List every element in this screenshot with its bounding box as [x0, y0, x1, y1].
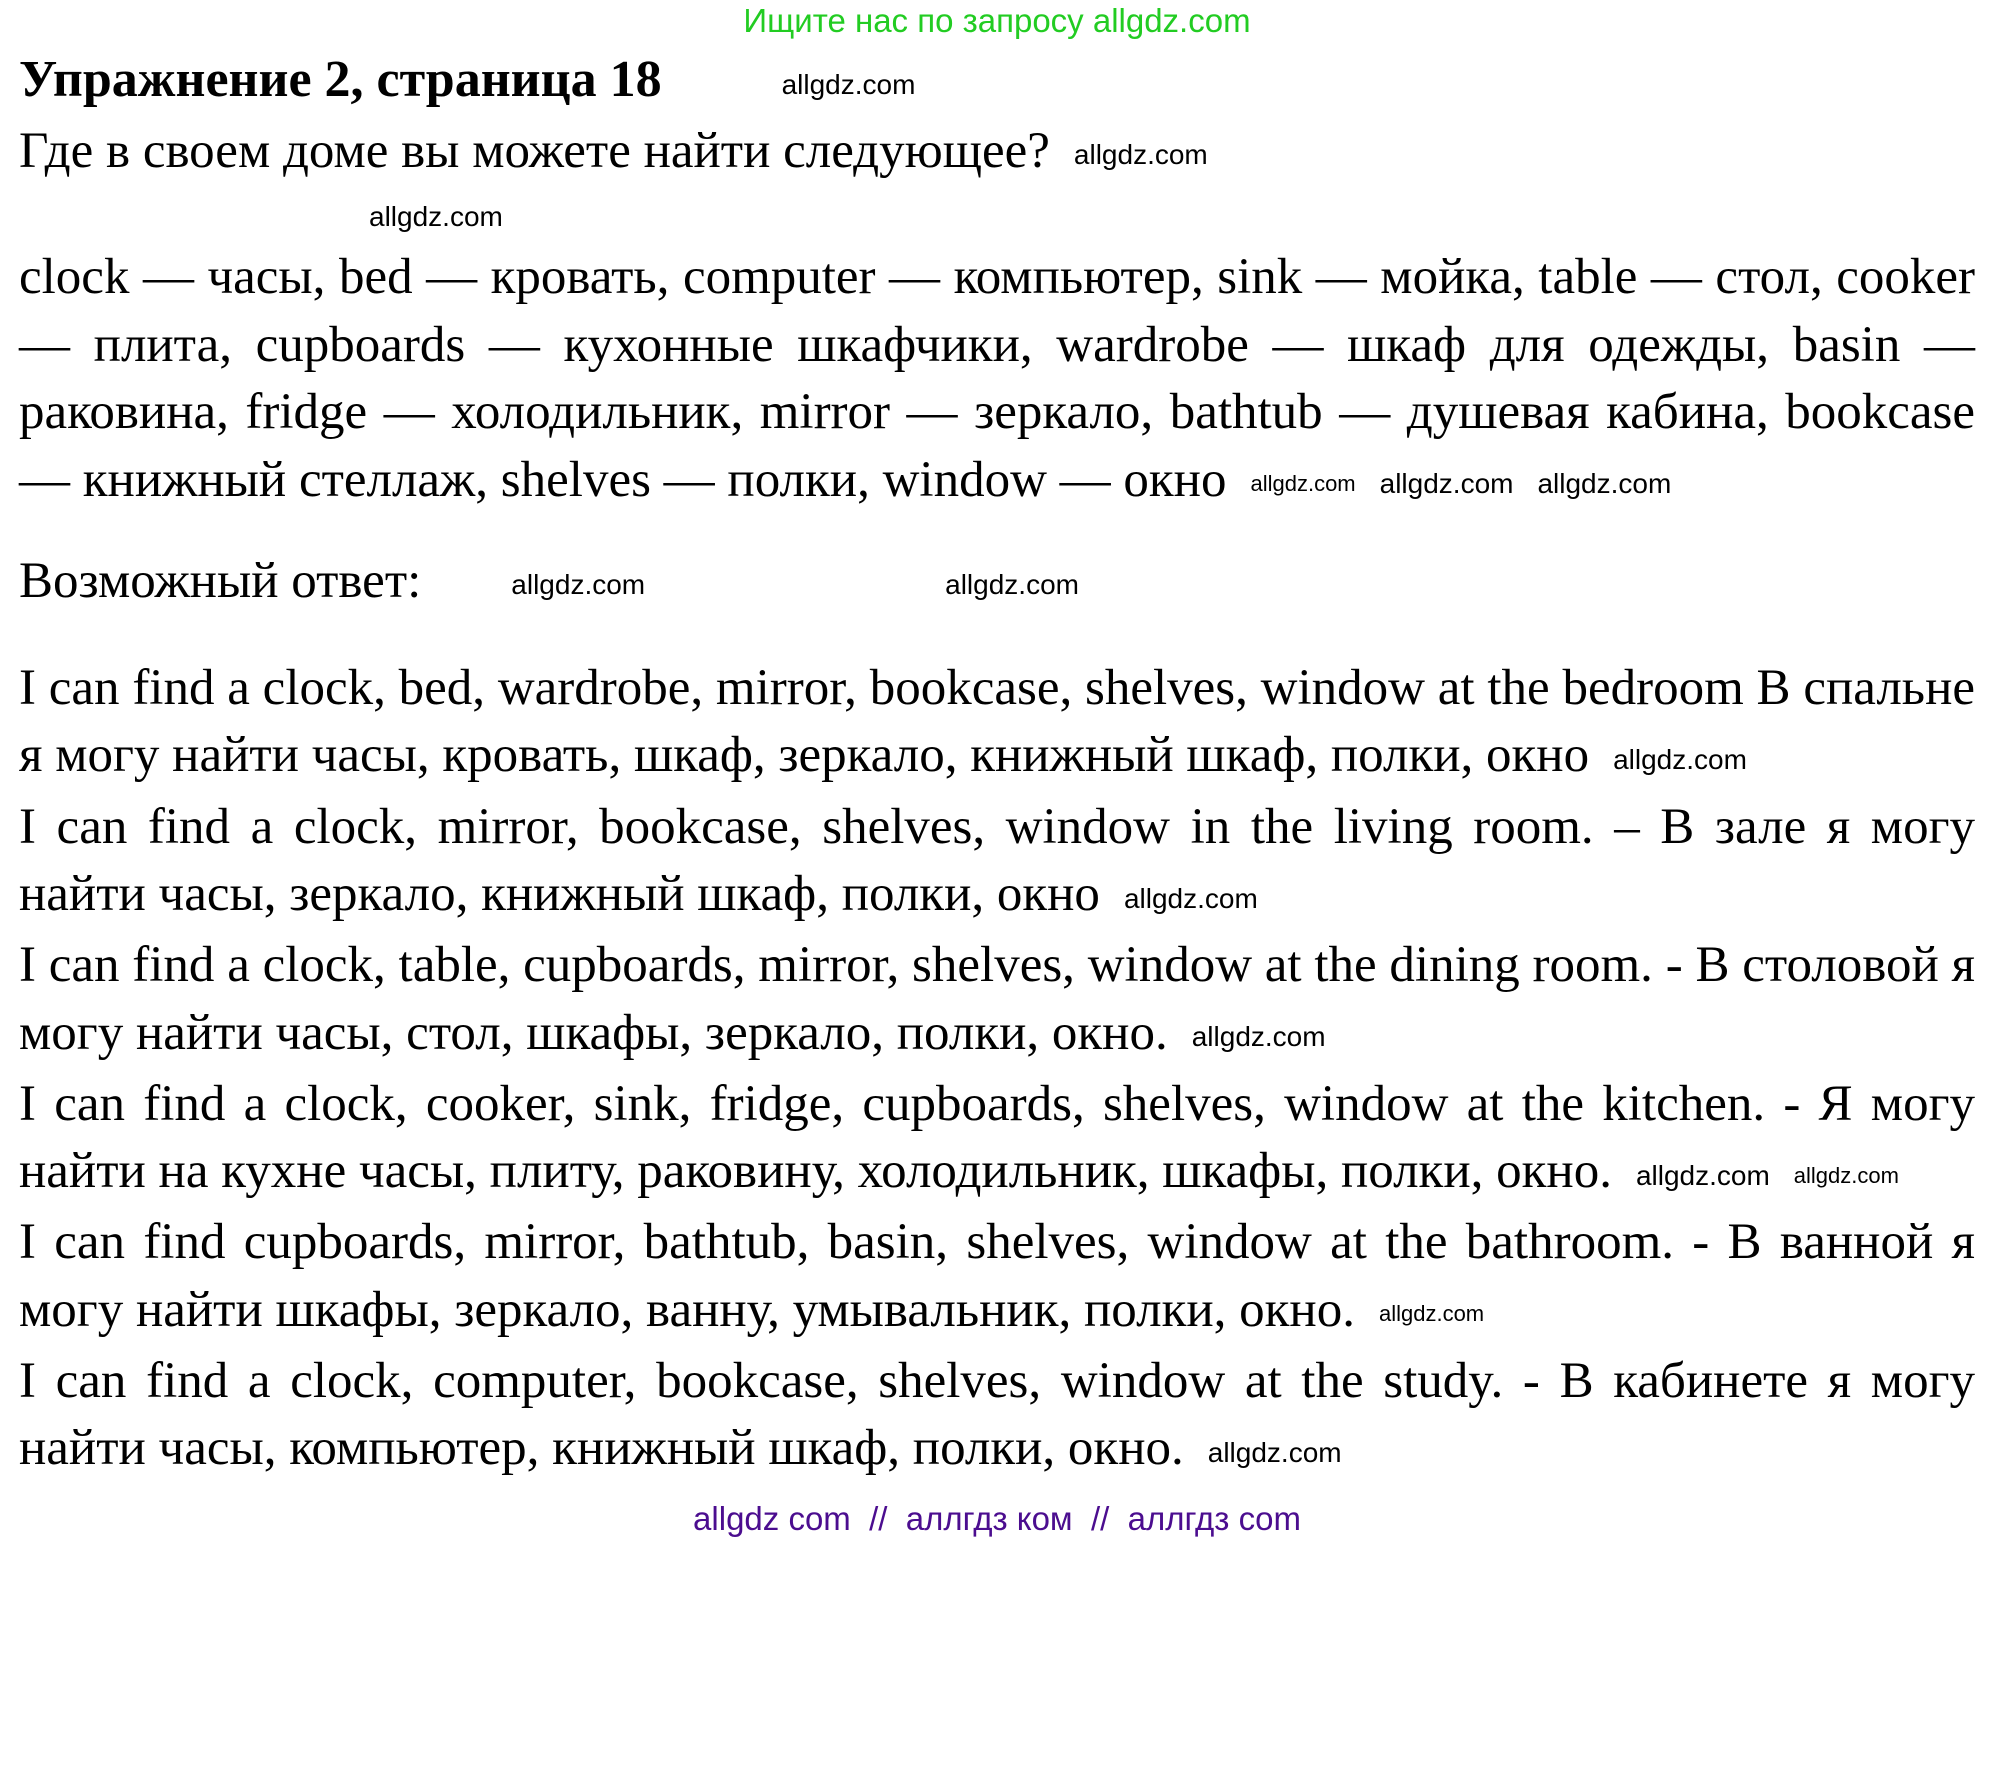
answer-bathroom-paragraph [19, 1209, 1975, 1348]
answers-block [19, 655, 1975, 1486]
watermark: allgdz.com [1793, 1162, 1899, 1188]
watermark: allgdz.com [1073, 139, 1208, 171]
watermark: allgdz.com [1378, 1301, 1485, 1327]
answer-bathroom: I can find cupboards, mirror, bathtub, basin, shelves, window at the bathroom. - В ванной я могу найти шкафы, зеркало, ванну, умывальник, полки, окно. [19, 1214, 1975, 1338]
content [0, 46, 1994, 1486]
watermark: allgdz.com [1635, 1159, 1770, 1191]
answer-dining-room: I can find a clock, table, cupboards, mirror, shelves, window at the dining room. - В столовой я могу найти часы, стол, шкафы, зеркало, полки, окно. [19, 937, 1975, 1061]
watermark: allgdz.com [511, 569, 646, 601]
vocabulary-text: clock — часы, bed — кровать, computer — компьютер, sink — мойка, table — стол, cooker — плита, cupboards — кухонные шкафчики, wardrobe — шкаф для одежды, basin — раковина, fridge — холодильник, mirror — зеркало, bathtub — душевая кабина, bookcase — книжный стеллаж, shelves — полки, window — окно [19, 249, 1975, 508]
answer-bedroom-paragraph [19, 655, 1975, 794]
footer-links: allgdz com // аллгдз ком // аллгдз com [693, 1500, 1301, 1538]
watermark: allgdz.com [1613, 744, 1747, 775]
watermark: allgdz.com [781, 68, 916, 100]
watermark: allgdz.com [369, 200, 503, 232]
watermark: allgdz.com [1379, 468, 1514, 500]
watermark: allgdz.com [1250, 471, 1356, 497]
exercise-question: Где в своем доме вы можете найти следующее? [19, 122, 1050, 179]
watermark: allgdz.com [945, 569, 1079, 601]
watermark: allgdz.com [1123, 882, 1258, 914]
watermark: allgdz.com [1207, 1436, 1342, 1468]
answer-heading: Возможный ответ: [19, 552, 422, 609]
page-title: Упражнение 2, страница 18 [19, 51, 662, 108]
spacer-line [19, 188, 1975, 244]
answer-study-paragraph [19, 1348, 1975, 1487]
question-line [19, 118, 1975, 189]
answer-study: I can find a clock, computer, bookcase, shelves, window at the study. - В кабинете я могу найти часы, компьютер, книжный шкаф, полки, окно. [19, 1352, 1975, 1477]
vocabulary-paragraph [19, 244, 1975, 518]
watermark: allgdz.com [1537, 468, 1672, 500]
title-line [19, 46, 1975, 118]
watermark: allgdz.com [1191, 1021, 1326, 1053]
answer-kitchen-paragraph [19, 1071, 1975, 1210]
answer-bedroom: I can find a clock, bed, wardrobe, mirror, bookcase, shelves, window at the bedroom В спальне я могу найти часы, кровать, шкаф, зеркало, книжный шкаф, полки, окно [19, 659, 1975, 784]
answer-kitchen: I can find a clock, cooker, sink, fridge, cupboards, shelves, window at the kitchen. - Я могу найти на кухне часы, плиту, раковину, холодильник, шкафы, полки, окно. [19, 1075, 1975, 1200]
answer-heading-line [19, 548, 1975, 619]
search-banner: Ищите нас по запросу allgdz.com [743, 2, 1251, 39]
answer-living-room: I can find a clock, mirror, bookcase, shelves, window in the living room. – В зале я могу найти часы, зеркало, книжный шкаф, полки, окно [19, 798, 1975, 922]
answer-living-room-paragraph [19, 794, 1975, 933]
answer-dining-room-paragraph [19, 932, 1975, 1071]
